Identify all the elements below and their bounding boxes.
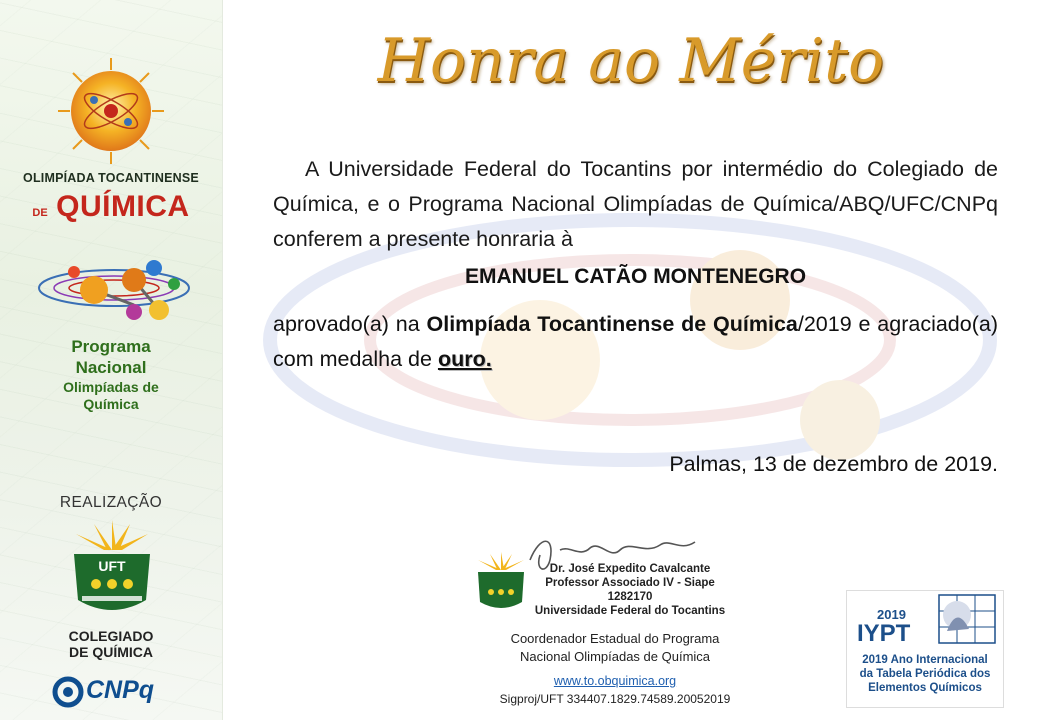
medal-type: ouro. <box>437 347 492 371</box>
signatory-role: Professor Associado IV - Siape 1282170 <box>545 577 715 603</box>
programa-line4: Química <box>83 396 139 412</box>
programa-nacional-label <box>0 336 222 414</box>
website-link[interactable]: www.to.obquimica.org <box>553 674 677 688</box>
cnpq-label: CNPq <box>86 676 155 704</box>
molecule-model-icon <box>34 250 194 336</box>
certificate-title: Honra ao Mérito <box>377 26 885 96</box>
iypt-caption <box>847 653 1003 695</box>
intro-paragraph: A Universidade Federal do Tocantins por intermédio do Colegiado de Química, e o Programa Nacional Olimpíadas de Química/ABQ/UFC/CNPq conferem a presente honraria à <box>273 157 998 251</box>
coordinator-line2: Nacional Olimpíadas de Química <box>519 649 711 664</box>
programa-line3: Olimpíadas de <box>63 378 159 395</box>
approval-paragraph <box>273 307 998 377</box>
iypt-caption-line1: 2019 Ano Internacional <box>862 654 988 666</box>
quimica-label: QUÍMICA <box>56 190 190 223</box>
realizacao-label: REALIZAÇÃO <box>59 494 163 511</box>
approved-middle: /2019 e agraciado(a) com medalha de <box>273 312 999 371</box>
left-sidebar <box>0 0 223 720</box>
iypt-year: 2019 <box>877 607 906 622</box>
iypt-caption-line3: Elementos Químicos <box>868 682 982 694</box>
certificate-date: Palmas, 13 de dezembro de 2019. <box>669 452 998 476</box>
coordinator-line1: Coordenador Estadual do Programa <box>510 631 720 646</box>
approved-prefix: aprovado(a) na <box>273 312 427 336</box>
programa-line1: Programa <box>71 337 151 356</box>
iypt-logo-icon <box>847 591 1003 651</box>
quimica-heading <box>0 190 222 224</box>
uft-logo-text: UFT <box>98 558 126 574</box>
signatory-details <box>530 562 730 618</box>
recipient-name: EMANUEL CATÃO MONTENEGRO <box>464 265 807 288</box>
iypt-acronym: IYPT <box>857 620 911 647</box>
iypt-caption-line2: da Tabela Periódica dos <box>859 668 991 680</box>
colegiado-line1: COLEGIADO <box>68 628 154 644</box>
certificate-intro <box>273 152 998 257</box>
uft-logo-icon <box>64 520 160 620</box>
programa-line2: Nacional <box>75 358 147 378</box>
signatory-institution: Universidade Federal do Tocantins <box>534 605 726 617</box>
de-label: DE <box>32 207 48 219</box>
iypt-badge <box>846 590 1004 708</box>
event-name: Olimpíada Tocantinense de Química <box>426 312 798 336</box>
colegiado-label <box>0 628 222 660</box>
coordinator-title <box>470 630 760 666</box>
colegiado-line2: DE QUÍMICA <box>69 644 153 661</box>
protocol-number: Sigproj/UFT 334407.1829.74589.20052019 <box>499 692 731 706</box>
olimpiada-tocantinense-label: OLIMPÍADA TOCANTINENSE <box>23 171 199 185</box>
olimpiada-sun-logo-icon <box>56 56 166 166</box>
signatory-name: Dr. José Expedito Cavalcante <box>549 563 711 575</box>
